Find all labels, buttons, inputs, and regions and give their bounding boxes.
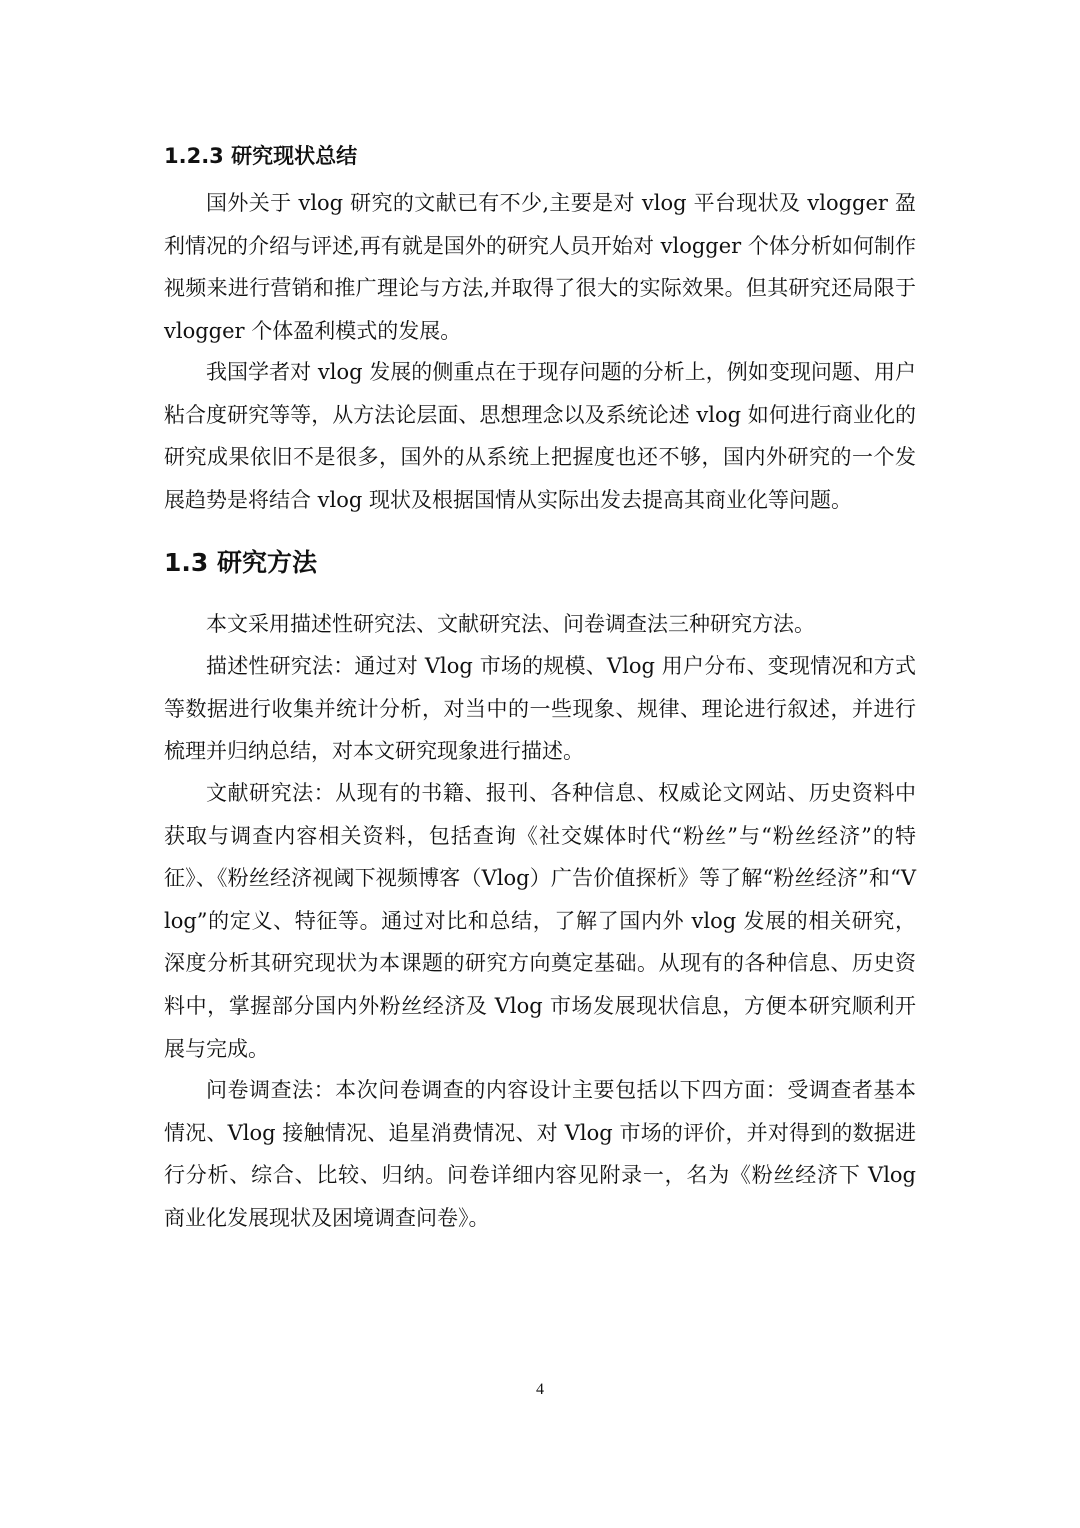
section-heading-1-3: 1.3 研究方法 <box>164 548 317 577</box>
paragraph-foreign-research: 国外关于 vlog 研究的文献已有不少,主要是对 vlog 平台现状及 vlogger 盈利情况的介绍与评述,再有就是国外的研究人员开始对 vlogger 个体分析如何制作视频来进行营销和推广理论与方法,并取得了很大的实际效果。但其研究还局限于 vlogger 个体盈利模式的发展。 <box>164 191 916 343</box>
page-number: 4 <box>536 1381 544 1398</box>
paragraph-descriptive-method: 描述性研究法：通过对 Vlog 市场的规模、Vlog 用户分布、变现情况和方式等数据进行收集并统计分析，对当中的一些现象、规律、理论进行叙述，并进行梳理并归纳总结，对本文研究现象进行描述。 <box>164 654 916 764</box>
paragraph-domestic-research: 我国学者对 vlog 发展的侧重点在于现存问题的分析上，例如变现问题、用户粘合度研究等等，从方法论层面、思想理念以及系统论述 vlog 如何进行商业化的研究成果依旧不是很多，国外的从系统上把握度也还不够，国内外研究的一个发展趋势是将结合 vlog 现状及根据国情从实际出发去提高其商业化等问题。 <box>164 360 916 512</box>
paragraph-literature-method: 文献研究法：从现有的书籍、报刊、各种信息、权威论文网站、历史资料中获取与调查内容相关资料，包括查询《社交媒体时代“粉丝”与“粉丝经济”的特征》、《粉丝经济视阈下视频博客（Vlog）广告价值探析》等了解“粉丝经济”和“Vlog”的定义、特征等。通过对比和总结，了解了国内外 vlog 发展的相关研究，深度分析其研究现状为本课题的研究方向奠定基础。从现有的各种信息、历史资料中，掌握部分国内外粉丝经济及 Vlog 市场发展现状信息，方便本研究顺利开展与完成。 <box>164 781 916 1061</box>
section-heading-1-2-3: 1.2.3 研究现状总结 <box>164 144 358 168</box>
paragraph-questionnaire-method: 问卷调查法：本次问卷调查的内容设计主要包括以下四方面：受调查者基本情况、Vlog 接触情况、追星消费情况、对 Vlog 市场的评价，并对得到的数据进行分析、综合、比较、归纳。问卷详细内容见附录一，名为《粉丝经济下 Vlog 商业化发展现状及困境调查问卷》。 <box>164 1078 916 1230</box>
paragraph-methods-overview: 本文采用描述性研究法、文献研究法、问卷调查法三种研究方法。 <box>206 612 815 636</box>
